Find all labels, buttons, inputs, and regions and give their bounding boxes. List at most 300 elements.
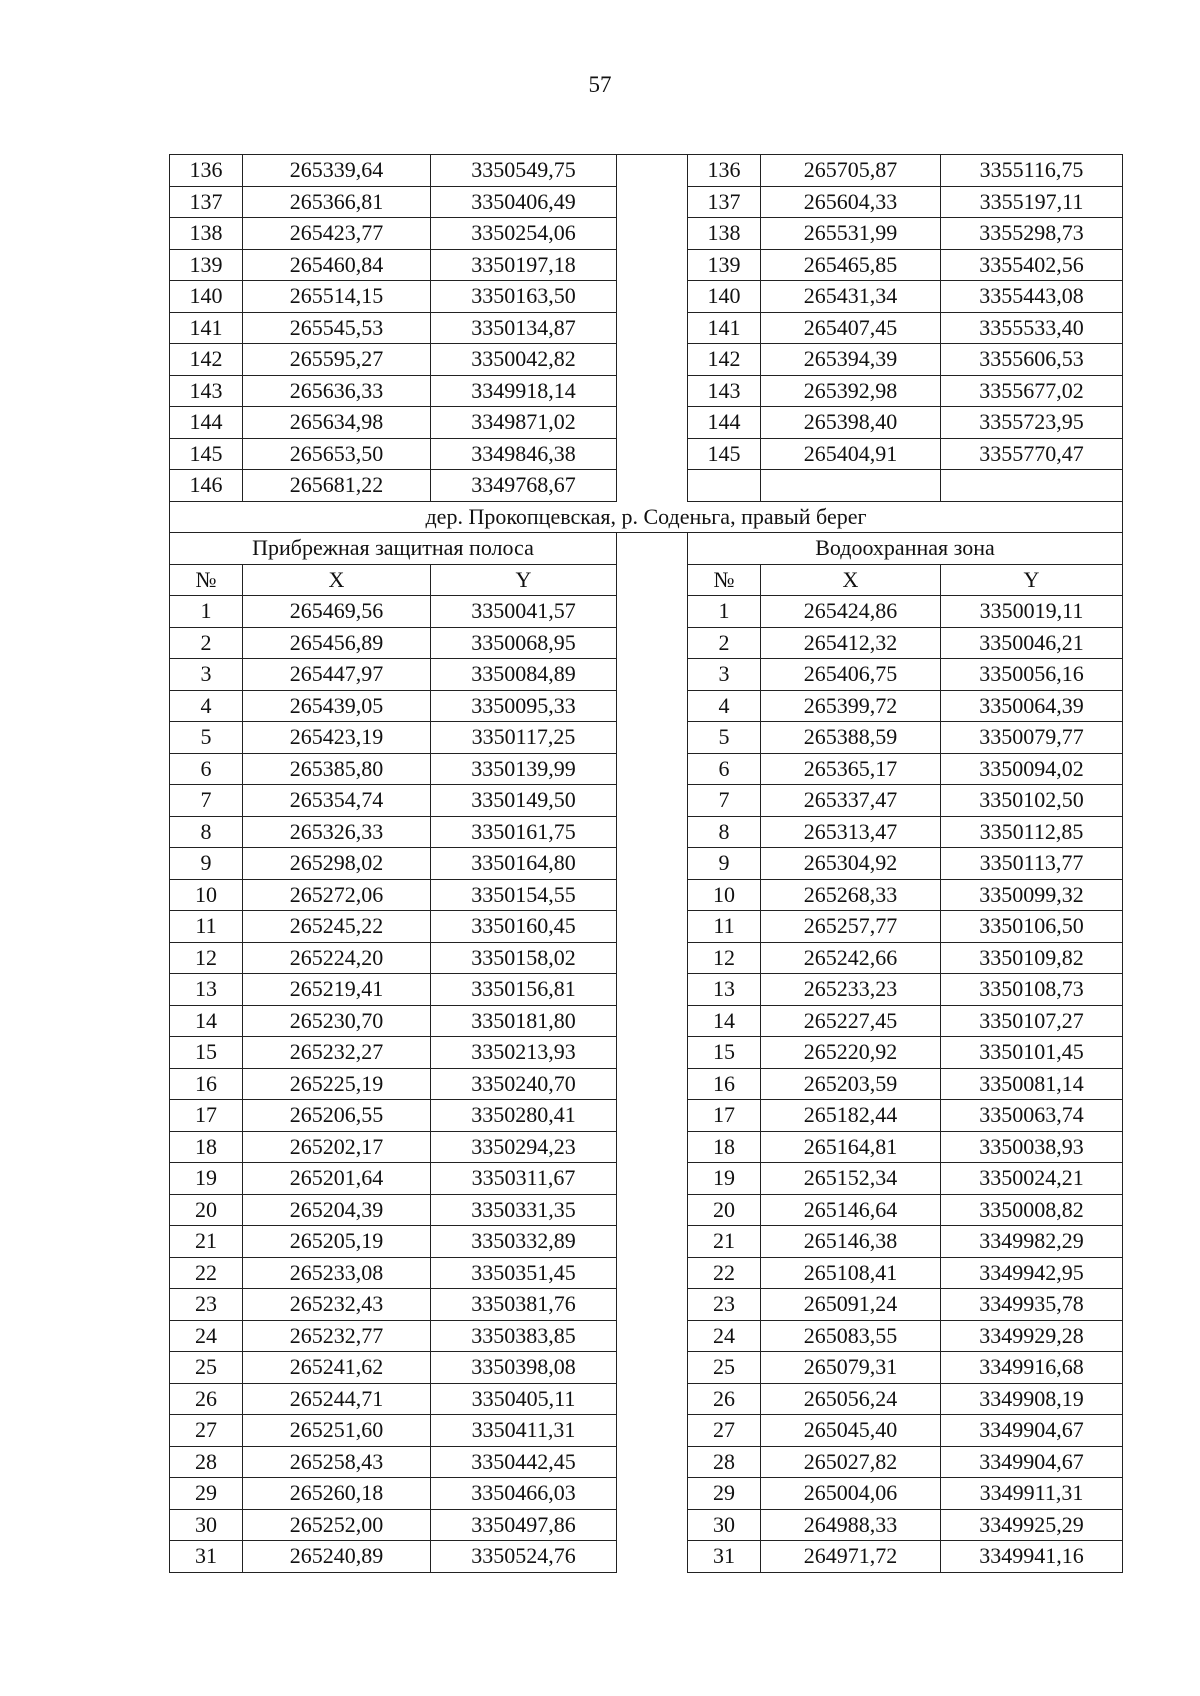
right-cell-y: 3349925,29 (941, 1510, 1123, 1542)
right-cell-number: 11 (687, 911, 761, 943)
left-cell-y: 3350164,80 (431, 848, 617, 880)
right-cell-number: 7 (687, 785, 761, 817)
table-row (169, 1447, 1123, 1479)
right-cell-y: 3350038,93 (941, 1132, 1123, 1164)
left-cell-y: 3350163,50 (431, 281, 617, 313)
table-row (169, 691, 1123, 723)
table-row (169, 785, 1123, 817)
right-cell-x: 265268,33 (761, 880, 941, 912)
table-row (169, 1384, 1123, 1416)
tables-gap (617, 407, 687, 439)
right-cell-number: 26 (687, 1384, 761, 1416)
left-cell-y: 3349846,38 (431, 439, 617, 471)
left-cell-number: 139 (169, 250, 243, 282)
left-cell-x: 265469,56 (243, 596, 431, 628)
right-cell-y: 3350019,11 (941, 596, 1123, 628)
right-cell-number: 142 (687, 344, 761, 376)
table-row (169, 313, 1123, 345)
left-cell-y: 3350041,57 (431, 596, 617, 628)
right-cell-y: 3350094,02 (941, 754, 1123, 786)
left-cell-y: 3350181,80 (431, 1006, 617, 1038)
left-cell-y: 3350084,89 (431, 659, 617, 691)
right-cell-number: 141 (687, 313, 761, 345)
left-cell-y: 3350497,86 (431, 1510, 617, 1542)
right-cell-y: 3349916,68 (941, 1352, 1123, 1384)
left-cell-y: 3350254,06 (431, 218, 617, 250)
right-cell-y: 3350106,50 (941, 911, 1123, 943)
tables-gap (617, 1037, 687, 1069)
left-cell-number: 16 (169, 1069, 243, 1101)
left-cell-y: 3350524,76 (431, 1541, 617, 1573)
right-cell-y: 3350056,16 (941, 659, 1123, 691)
right-cell-x: 265431,34 (761, 281, 941, 313)
left-cell-number: 26 (169, 1384, 243, 1416)
tables-gap (617, 785, 687, 817)
right-cell-x: 265233,23 (761, 974, 941, 1006)
tables-gap (617, 1321, 687, 1353)
right-cell-x: 265304,92 (761, 848, 941, 880)
tables-gap (617, 439, 687, 471)
left-cell-y: 3350095,33 (431, 691, 617, 723)
right-cell-y: 3350113,77 (941, 848, 1123, 880)
coordinates-table (169, 154, 1123, 1573)
tables-gap (617, 1226, 687, 1258)
left-cell-x: 265232,77 (243, 1321, 431, 1353)
left-cell-x: 265272,06 (243, 880, 431, 912)
left-cell-x: 265260,18 (243, 1478, 431, 1510)
left-cell-y: 3349918,14 (431, 376, 617, 408)
right-cell-y: 3355533,40 (941, 313, 1123, 345)
left-cell-number: 145 (169, 439, 243, 471)
left-cell-number: 141 (169, 313, 243, 345)
tables-gap (617, 722, 687, 754)
tables-gap (617, 817, 687, 849)
left-cell-x: 265202,17 (243, 1132, 431, 1164)
page-number: 57 (588, 72, 612, 97)
left-cell-x: 265298,02 (243, 848, 431, 880)
right-cell-number: 136 (687, 155, 761, 187)
left-cell-number: 27 (169, 1415, 243, 1447)
left-cell-y: 3350139,99 (431, 754, 617, 786)
left-cell-number: 146 (169, 470, 243, 502)
table-row (169, 943, 1123, 975)
right-cell-x: 265220,92 (761, 1037, 941, 1069)
left-cell-x: 265206,55 (243, 1100, 431, 1132)
right-cell-number: 10 (687, 880, 761, 912)
right-cell-number: 28 (687, 1447, 761, 1479)
table-row (169, 659, 1123, 691)
left-cell-number: 143 (169, 376, 243, 408)
right-cell-y: 3350063,74 (941, 1100, 1123, 1132)
right-cell-y: 3355402,56 (941, 250, 1123, 282)
right-cell-y (941, 470, 1123, 502)
main-rows-group (169, 596, 1123, 1573)
right-cell-x: 265398,40 (761, 407, 941, 439)
right-cell-y: 3355443,08 (941, 281, 1123, 313)
right-cell-x: 265705,87 (761, 155, 941, 187)
left-cell-number: 17 (169, 1100, 243, 1132)
left-cell-x: 265634,98 (243, 407, 431, 439)
left-cell-number: 24 (169, 1321, 243, 1353)
table-row (169, 1006, 1123, 1038)
tables-gap (617, 1100, 687, 1132)
tables-gap (617, 376, 687, 408)
right-cell-x: 265337,47 (761, 785, 941, 817)
right-cell-x: 265399,72 (761, 691, 941, 723)
table-row (169, 1163, 1123, 1195)
right-cell-x: 264971,72 (761, 1541, 941, 1573)
right-cell-number (687, 470, 761, 502)
left-cell-x: 265225,19 (243, 1069, 431, 1101)
right-table-title: Водоохранная зона (687, 533, 1123, 565)
right-cell-x: 265027,82 (761, 1447, 941, 1479)
right-cell-y: 3350046,21 (941, 628, 1123, 660)
right-cell-y: 3349911,31 (941, 1478, 1123, 1510)
right-cell-number: 13 (687, 974, 761, 1006)
right-cell-x: 265079,31 (761, 1352, 941, 1384)
table-row (169, 817, 1123, 849)
column-headers-row (169, 565, 1123, 597)
left-cell-y: 3350134,87 (431, 313, 617, 345)
right-cell-y: 3349941,16 (941, 1541, 1123, 1573)
table-row (169, 1321, 1123, 1353)
right-cell-x: 264988,33 (761, 1510, 941, 1542)
table-row (169, 1415, 1123, 1447)
right-cell-y: 3350081,14 (941, 1069, 1123, 1101)
right-cell-y: 3349904,67 (941, 1415, 1123, 1447)
tables-gap (617, 1415, 687, 1447)
table-row (169, 1226, 1123, 1258)
right-cell-x: 265424,86 (761, 596, 941, 628)
left-cell-x: 265244,71 (243, 1384, 431, 1416)
tables-gap (617, 344, 687, 376)
left-cell-number: 14 (169, 1006, 243, 1038)
section-title-row (169, 502, 1123, 534)
right-cell-number: 143 (687, 376, 761, 408)
tables-gap (617, 1447, 687, 1479)
left-cell-y: 3349768,67 (431, 470, 617, 502)
table-row (169, 218, 1123, 250)
table-row (169, 754, 1123, 786)
right-cell-y: 3355606,53 (941, 344, 1123, 376)
tables-gap (617, 1352, 687, 1384)
right-cell-y: 3349904,67 (941, 1447, 1123, 1479)
left-cell-number: 4 (169, 691, 243, 723)
tables-gap (617, 313, 687, 345)
table-row (169, 344, 1123, 376)
left-cell-x: 265219,41 (243, 974, 431, 1006)
right-cell-x: 265242,66 (761, 943, 941, 975)
right-cell-x: 265083,55 (761, 1321, 941, 1353)
right-cell-x: 265365,17 (761, 754, 941, 786)
right-cell-y: 3350102,50 (941, 785, 1123, 817)
left-cell-x: 265636,33 (243, 376, 431, 408)
tables-gap (617, 1289, 687, 1321)
top-rows-group (169, 155, 1123, 502)
right-cell-y: 3350108,73 (941, 974, 1123, 1006)
left-col-header-number: № (169, 565, 243, 597)
tables-gap (617, 1478, 687, 1510)
table-row (169, 1258, 1123, 1290)
left-cell-x: 265204,39 (243, 1195, 431, 1227)
left-cell-x: 265201,64 (243, 1163, 431, 1195)
right-cell-y: 3349929,28 (941, 1321, 1123, 1353)
right-cell-x: 265406,75 (761, 659, 941, 691)
right-cell-number: 9 (687, 848, 761, 880)
left-cell-x: 265339,64 (243, 155, 431, 187)
tables-gap (617, 1510, 687, 1542)
right-cell-x: 265465,85 (761, 250, 941, 282)
tables-gap (617, 218, 687, 250)
left-cell-number: 6 (169, 754, 243, 786)
table-titles-row (169, 533, 1123, 565)
tables-gap (617, 187, 687, 219)
table-row (169, 848, 1123, 880)
right-cell-x: 265407,45 (761, 313, 941, 345)
left-cell-x: 265653,50 (243, 439, 431, 471)
right-cell-y: 3355197,11 (941, 187, 1123, 219)
tables-gap (617, 628, 687, 660)
left-cell-number: 137 (169, 187, 243, 219)
right-cell-y: 3355770,47 (941, 439, 1123, 471)
right-cell-number: 140 (687, 281, 761, 313)
right-cell-y: 3350079,77 (941, 722, 1123, 754)
right-cell-y: 3349908,19 (941, 1384, 1123, 1416)
right-cell-number: 30 (687, 1510, 761, 1542)
left-cell-number: 8 (169, 817, 243, 849)
table-row (169, 628, 1123, 660)
left-cell-x: 265595,27 (243, 344, 431, 376)
left-cell-number: 19 (169, 1163, 243, 1195)
left-cell-number: 29 (169, 1478, 243, 1510)
tables-gap (617, 659, 687, 691)
left-cell-number: 138 (169, 218, 243, 250)
left-cell-number: 1 (169, 596, 243, 628)
right-cell-x: 265412,32 (761, 628, 941, 660)
tables-gap (617, 911, 687, 943)
left-cell-number: 31 (169, 1541, 243, 1573)
right-cell-number: 17 (687, 1100, 761, 1132)
right-cell-number: 14 (687, 1006, 761, 1038)
left-cell-x: 265514,15 (243, 281, 431, 313)
table-row (169, 1195, 1123, 1227)
right-cell-y: 3349935,78 (941, 1289, 1123, 1321)
left-cell-number: 7 (169, 785, 243, 817)
right-cell-x: 265146,64 (761, 1195, 941, 1227)
tables-gap (617, 281, 687, 313)
tables-gap (617, 1384, 687, 1416)
section-title: дер. Прокопцевская, р. Соденьга, правый берег (169, 502, 1123, 534)
right-cell-x: 265004,06 (761, 1478, 941, 1510)
right-cell-x: 265394,39 (761, 344, 941, 376)
right-cell-number: 19 (687, 1163, 761, 1195)
left-cell-y: 3350466,03 (431, 1478, 617, 1510)
right-cell-x (761, 470, 941, 502)
table-row (169, 376, 1123, 408)
tables-gap (617, 848, 687, 880)
left-cell-x: 265224,20 (243, 943, 431, 975)
left-cell-y: 3350149,50 (431, 785, 617, 817)
right-col-header-number: № (687, 565, 761, 597)
right-cell-y: 3350024,21 (941, 1163, 1123, 1195)
tables-gap (617, 250, 687, 282)
left-cell-x: 265258,43 (243, 1447, 431, 1479)
left-cell-number: 3 (169, 659, 243, 691)
left-cell-y: 3350068,95 (431, 628, 617, 660)
tables-gap (617, 1006, 687, 1038)
right-cell-number: 145 (687, 439, 761, 471)
left-cell-number: 140 (169, 281, 243, 313)
right-cell-number: 5 (687, 722, 761, 754)
left-cell-x: 265241,62 (243, 1352, 431, 1384)
left-cell-y: 3350411,31 (431, 1415, 617, 1447)
left-cell-y: 3350311,67 (431, 1163, 617, 1195)
left-cell-x: 265366,81 (243, 187, 431, 219)
left-cell-x: 265385,80 (243, 754, 431, 786)
right-cell-y: 3355116,75 (941, 155, 1123, 187)
right-cell-number: 27 (687, 1415, 761, 1447)
tables-gap (617, 880, 687, 912)
right-cell-x: 265146,38 (761, 1226, 941, 1258)
right-cell-number: 137 (687, 187, 761, 219)
right-cell-y: 3350099,32 (941, 880, 1123, 912)
left-cell-x: 265460,84 (243, 250, 431, 282)
left-cell-x: 265252,00 (243, 1510, 431, 1542)
left-cell-x: 265245,22 (243, 911, 431, 943)
left-cell-y: 3350213,93 (431, 1037, 617, 1069)
tables-gap (617, 754, 687, 786)
table-row (169, 470, 1123, 502)
tables-gap (617, 974, 687, 1006)
left-cell-y: 3350549,75 (431, 155, 617, 187)
left-cell-y: 3350405,11 (431, 1384, 617, 1416)
left-cell-x: 265205,19 (243, 1226, 431, 1258)
left-cell-x: 265545,53 (243, 313, 431, 345)
right-cell-x: 265392,98 (761, 376, 941, 408)
left-cell-y: 3350331,35 (431, 1195, 617, 1227)
right-col-header-x: X (761, 565, 941, 597)
right-cell-x: 265404,91 (761, 439, 941, 471)
tables-gap (617, 1258, 687, 1290)
tables-gap (617, 565, 687, 597)
right-cell-y: 3355677,02 (941, 376, 1123, 408)
right-cell-y: 3355723,95 (941, 407, 1123, 439)
table-row (169, 250, 1123, 282)
right-cell-number: 138 (687, 218, 761, 250)
left-cell-y: 3350160,45 (431, 911, 617, 943)
table-row (169, 1352, 1123, 1384)
left-cell-y: 3350156,81 (431, 974, 617, 1006)
left-cell-number: 30 (169, 1510, 243, 1542)
table-row (169, 974, 1123, 1006)
left-cell-y: 3350280,41 (431, 1100, 617, 1132)
right-cell-y: 3350107,27 (941, 1006, 1123, 1038)
right-cell-y: 3355298,73 (941, 218, 1123, 250)
right-cell-x: 265257,77 (761, 911, 941, 943)
table-row (169, 155, 1123, 187)
right-cell-number: 20 (687, 1195, 761, 1227)
right-cell-x: 265388,59 (761, 722, 941, 754)
right-cell-number: 18 (687, 1132, 761, 1164)
tables-gap (617, 533, 687, 565)
left-cell-y: 3350240,70 (431, 1069, 617, 1101)
left-cell-y: 3350161,75 (431, 817, 617, 849)
right-cell-y: 3350101,45 (941, 1037, 1123, 1069)
left-col-header-x: X (243, 565, 431, 597)
right-cell-x: 265182,44 (761, 1100, 941, 1132)
left-cell-x: 265230,70 (243, 1006, 431, 1038)
right-cell-y: 3350109,82 (941, 943, 1123, 975)
left-cell-x: 265233,08 (243, 1258, 431, 1290)
left-cell-number: 18 (169, 1132, 243, 1164)
left-cell-number: 2 (169, 628, 243, 660)
left-cell-x: 265439,05 (243, 691, 431, 723)
left-cell-number: 25 (169, 1352, 243, 1384)
left-cell-y: 3350197,18 (431, 250, 617, 282)
left-cell-y: 3349871,02 (431, 407, 617, 439)
right-cell-number: 21 (687, 1226, 761, 1258)
left-cell-y: 3350332,89 (431, 1226, 617, 1258)
left-cell-number: 136 (169, 155, 243, 187)
right-cell-y: 3350064,39 (941, 691, 1123, 723)
right-cell-number: 4 (687, 691, 761, 723)
right-cell-number: 22 (687, 1258, 761, 1290)
right-cell-x: 265203,59 (761, 1069, 941, 1101)
left-cell-x: 265232,27 (243, 1037, 431, 1069)
right-cell-x: 265091,24 (761, 1289, 941, 1321)
right-cell-number: 23 (687, 1289, 761, 1321)
right-cell-number: 2 (687, 628, 761, 660)
right-cell-number: 12 (687, 943, 761, 975)
table-row (169, 1100, 1123, 1132)
left-cell-number: 22 (169, 1258, 243, 1290)
left-cell-number: 12 (169, 943, 243, 975)
right-cell-x: 265604,33 (761, 187, 941, 219)
left-cell-number: 10 (169, 880, 243, 912)
right-cell-x: 265152,34 (761, 1163, 941, 1195)
left-cell-number: 28 (169, 1447, 243, 1479)
table-row (169, 1478, 1123, 1510)
right-cell-x: 265531,99 (761, 218, 941, 250)
right-cell-y: 3350112,85 (941, 817, 1123, 849)
left-cell-y: 3350381,76 (431, 1289, 617, 1321)
left-cell-number: 5 (169, 722, 243, 754)
left-cell-x: 265326,33 (243, 817, 431, 849)
right-cell-number: 29 (687, 1478, 761, 1510)
right-cell-x: 265045,40 (761, 1415, 941, 1447)
left-cell-y: 3350294,23 (431, 1132, 617, 1164)
table-row (169, 1289, 1123, 1321)
right-cell-y: 3350008,82 (941, 1195, 1123, 1227)
table-row (169, 1510, 1123, 1542)
left-col-header-y: Y (431, 565, 617, 597)
left-cell-x: 265232,43 (243, 1289, 431, 1321)
right-cell-x: 265227,45 (761, 1006, 941, 1038)
left-cell-x: 265423,19 (243, 722, 431, 754)
right-cell-number: 25 (687, 1352, 761, 1384)
table-row (169, 1069, 1123, 1101)
left-table-title: Прибрежная защитная полоса (169, 533, 617, 565)
right-cell-number: 16 (687, 1069, 761, 1101)
left-cell-x: 265681,22 (243, 470, 431, 502)
left-cell-number: 15 (169, 1037, 243, 1069)
right-cell-number: 139 (687, 250, 761, 282)
right-cell-number: 8 (687, 817, 761, 849)
table-row (169, 1132, 1123, 1164)
table-row (169, 911, 1123, 943)
right-cell-x: 265164,81 (761, 1132, 941, 1164)
left-cell-y: 3350351,45 (431, 1258, 617, 1290)
